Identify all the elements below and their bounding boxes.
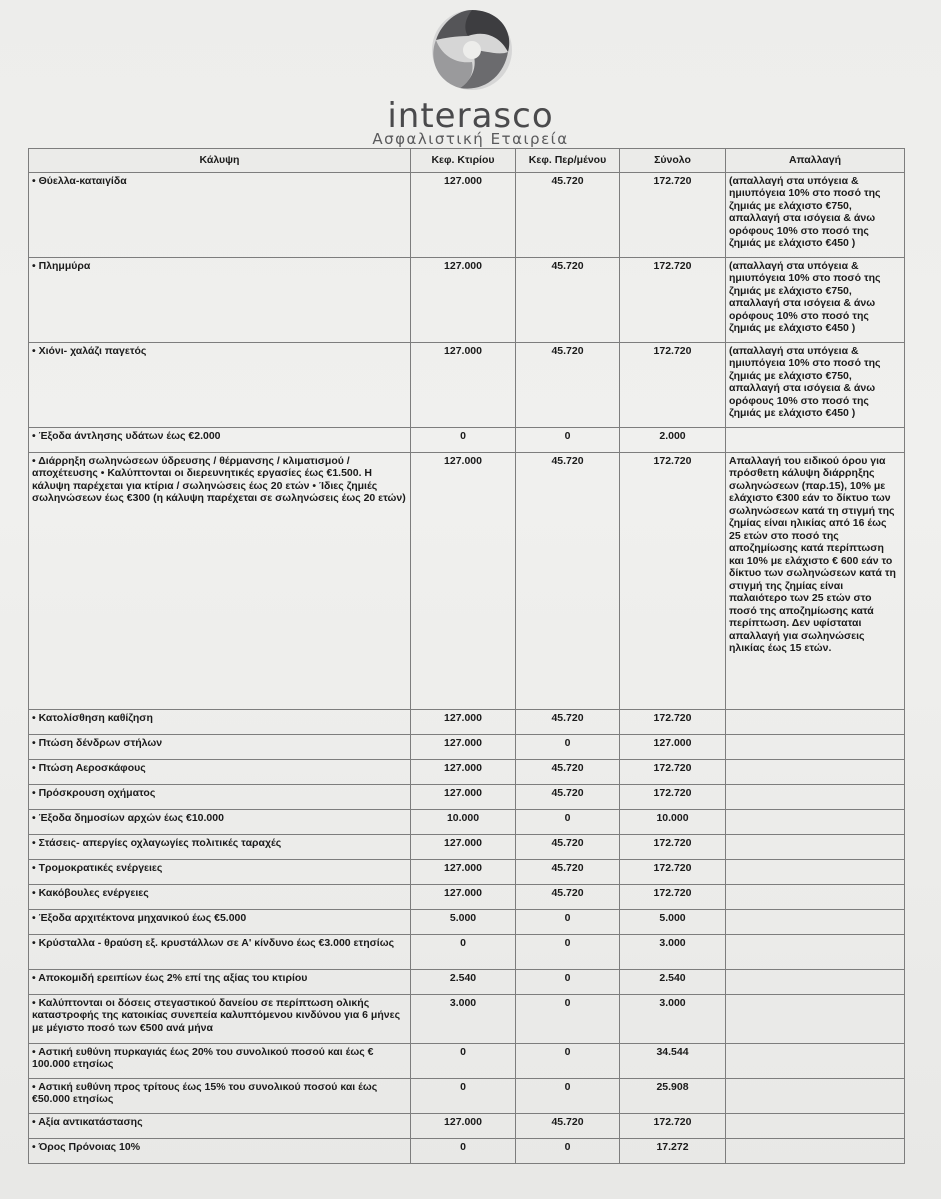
deductible-cell — [726, 709, 905, 734]
total-cell: 10.000 — [620, 809, 726, 834]
contents-cell: 0 — [516, 734, 620, 759]
total-cell: 2.540 — [620, 969, 726, 994]
contents-cell: 45.720 — [516, 759, 620, 784]
total-cell: 172.720 — [620, 257, 726, 342]
brand-name: interasco — [387, 96, 554, 136]
table-header-row — [29, 149, 905, 173]
deductible-cell — [726, 427, 905, 452]
building-cell: 127.000 — [411, 884, 516, 909]
building-cell: 0 — [411, 1043, 516, 1078]
coverage-table — [28, 148, 905, 1164]
cover-cell: • Αστική ευθύνη πυρκαγιάς έως 20% του συνολικού ποσού και έως € 100.000 ετησίως — [29, 1043, 411, 1078]
table-row — [29, 734, 905, 759]
deductible-cell — [726, 884, 905, 909]
table-row — [29, 934, 905, 969]
cover-cell: • Έξοδα δημοσίων αρχών έως €10.000 — [29, 809, 411, 834]
cover-cell: • Όρος Πρόνοιας 10% — [29, 1138, 411, 1163]
total-cell: 25.908 — [620, 1078, 726, 1113]
contents-cell: 45.720 — [516, 784, 620, 809]
contents-cell: 0 — [516, 809, 620, 834]
cover-cell: • Πλημμύρα — [29, 257, 411, 342]
contents-cell: 0 — [516, 1078, 620, 1113]
deductible-cell: (απαλλαγή στα υπόγεια & ημιυπόγεια 10% στο ποσό της ζημιάς με ελάχιστο €750, απαλλαγή στα ισόγεια & άνω ορόφους 10% στο ποσό της ζημιάς με ελάχιστο €450 ) — [726, 172, 905, 257]
table-row — [29, 784, 905, 809]
cover-cell: • Αξία αντικατάστασης — [29, 1113, 411, 1138]
contents-cell: 45.720 — [516, 257, 620, 342]
cover-cell: • Χιόνι- χαλάζι παγετός — [29, 342, 411, 427]
table-row — [29, 834, 905, 859]
deductible-cell — [726, 759, 905, 784]
cover-cell: • Διάρρηξη σωληνώσεων ύδρευσης / θέρμανσης / κλιματισμού / αποχέτευσης • Καλύπτονται οι διερευνητικές εργασίες έως €1.500. Η κάλυψη παρέχεται για κτίρια / σωληνώσεις έως 20 ετών • Ίδιες ζημιές σωληνώσεων έως €300 (η κάλυψη παρέχεται σε σωληνώσεις έως 20 ετών) — [29, 452, 411, 709]
table-row — [29, 1138, 905, 1163]
total-cell: 5.000 — [620, 909, 726, 934]
cover-cell: • Κακόβουλες ενέργειες — [29, 884, 411, 909]
contents-cell: 45.720 — [516, 709, 620, 734]
deductible-cell — [726, 859, 905, 884]
building-cell: 127.000 — [411, 734, 516, 759]
total-cell: 172.720 — [620, 859, 726, 884]
building-cell: 127.000 — [411, 172, 516, 257]
building-cell: 127.000 — [411, 342, 516, 427]
table-row — [29, 172, 905, 257]
total-cell: 3.000 — [620, 934, 726, 969]
contents-cell: 45.720 — [516, 859, 620, 884]
building-cell: 127.000 — [411, 257, 516, 342]
cover-cell: • Τρομοκρατικές ενέργειες — [29, 859, 411, 884]
total-cell: 172.720 — [620, 172, 726, 257]
header-contents: Κεφ. Περ/μένου — [516, 149, 620, 173]
brand-subtitle: Ασφαλιστική Εταιρεία — [372, 130, 569, 148]
building-cell: 2.540 — [411, 969, 516, 994]
total-cell: 2.000 — [620, 427, 726, 452]
total-cell: 172.720 — [620, 759, 726, 784]
building-cell: 127.000 — [411, 859, 516, 884]
contents-cell: 0 — [516, 1043, 620, 1078]
cover-cell: • Αποκομιδή ερειπίων έως 2% επί της αξίας του κτιρίου — [29, 969, 411, 994]
total-cell: 172.720 — [620, 452, 726, 709]
building-cell: 0 — [411, 1138, 516, 1163]
table-row — [29, 994, 905, 1043]
cover-cell: • Πτώση Αεροσκάφους — [29, 759, 411, 784]
deductible-cell — [726, 784, 905, 809]
building-cell: 127.000 — [411, 709, 516, 734]
cover-cell: • Έξοδα άντλησης υδάτων έως €2.000 — [29, 427, 411, 452]
table-row — [29, 809, 905, 834]
total-cell: 172.720 — [620, 884, 726, 909]
building-cell: 127.000 — [411, 1113, 516, 1138]
cover-cell: • Κρύσταλλα - θραύση εξ. κρυστάλλων σε Α' κίνδυνο έως €3.000 ετησίως — [29, 934, 411, 969]
contents-cell: 0 — [516, 934, 620, 969]
table-row — [29, 859, 905, 884]
contents-cell: 0 — [516, 1138, 620, 1163]
contents-cell: 45.720 — [516, 884, 620, 909]
total-cell: 3.000 — [620, 994, 726, 1043]
deductible-cell — [726, 734, 905, 759]
contents-cell: 45.720 — [516, 1113, 620, 1138]
cover-cell: • Πτώση δένδρων στήλων — [29, 734, 411, 759]
deductible-cell: (απαλλαγή στα υπόγεια & ημιυπόγεια 10% στο ποσό της ζημιάς με ελάχιστο €750, απαλλαγή στα ισόγεια & άνω ορόφους 10% στο ποσό της ζημιάς με ελάχιστο €450 ) — [726, 257, 905, 342]
table-row — [29, 257, 905, 342]
deductible-cell — [726, 1078, 905, 1113]
total-cell: 34.544 — [620, 1043, 726, 1078]
deductible-cell — [726, 969, 905, 994]
table-row — [29, 427, 905, 452]
contents-cell: 45.720 — [516, 342, 620, 427]
table-row — [29, 1113, 905, 1138]
cover-cell: • Θύελλα-καταιγίδα — [29, 172, 411, 257]
building-cell: 127.000 — [411, 784, 516, 809]
header-cover: Κάλυψη — [29, 149, 411, 173]
table-row — [29, 969, 905, 994]
contents-cell: 0 — [516, 909, 620, 934]
header-deductible: Απαλλαγή — [726, 149, 905, 173]
deductible-cell: Απαλλαγή του ειδικού όρου για πρόσθετη κάλυψη διάρρηξης σωληνώσεων (παρ.15), 10% με ελάχιστο €300 εάν το δίκτυο των σωληνώσεων κατά τη στιγμή της ζημίας είναι ηλικίας από 16 έως 25 ετών στο ποσό της αποζημίωσης κατά περίπτωση και 10% με ελάχιστο € 600 εάν το δίκτυο των σωληνώσεων κατά τη στιγμή της ζημίας είναι παλαιότερο των 25 ετών στο ποσό της αποζημίωσης κατά περίπτωση. Δεν υφίσταται απαλλαγή για σωληνώσεις ηλικίας έως 15 ετών. — [726, 452, 905, 709]
table-row — [29, 1078, 905, 1113]
deductible-cell: (απαλλαγή στα υπόγεια & ημιυπόγεια 10% στο ποσό της ζημιάς με ελάχιστο €750, απαλλαγή στα ισόγεια & άνω ορόφους 10% στο ποσό της ζημιάς με ελάχιστο €450 ) — [726, 342, 905, 427]
cover-cell: • Στάσεις- απεργίες οχλαγωγίες πολιτικές ταραχές — [29, 834, 411, 859]
table-row — [29, 759, 905, 784]
cover-cell: • Κατολίσθηση καθίζηση — [29, 709, 411, 734]
header-total: Σύνολο — [620, 149, 726, 173]
total-cell: 127.000 — [620, 734, 726, 759]
table-row — [29, 709, 905, 734]
building-cell: 5.000 — [411, 909, 516, 934]
total-cell: 172.720 — [620, 709, 726, 734]
building-cell: 127.000 — [411, 834, 516, 859]
building-cell: 3.000 — [411, 994, 516, 1043]
building-cell: 127.000 — [411, 452, 516, 709]
table-row — [29, 884, 905, 909]
contents-cell: 45.720 — [516, 834, 620, 859]
cover-cell: • Έξοδα αρχιτέκτονα μηχανικού έως €5.000 — [29, 909, 411, 934]
deductible-cell — [726, 834, 905, 859]
total-cell: 172.720 — [620, 784, 726, 809]
table-row — [29, 342, 905, 427]
total-cell: 17.272 — [620, 1138, 726, 1163]
deductible-cell — [726, 1113, 905, 1138]
building-cell: 127.000 — [411, 759, 516, 784]
header-building: Κεφ. Κτιρίου — [411, 149, 516, 173]
interasco-logo-icon — [428, 6, 516, 94]
cover-cell: • Αστική ευθύνη προς τρίτους έως 15% του συνολικού ποσού και έως €50.000 ετησίως — [29, 1078, 411, 1113]
building-cell: 10.000 — [411, 809, 516, 834]
contents-cell: 45.720 — [516, 172, 620, 257]
table-row — [29, 1043, 905, 1078]
deductible-cell — [726, 909, 905, 934]
contents-cell: 0 — [516, 427, 620, 452]
building-cell: 0 — [411, 934, 516, 969]
table-row — [29, 452, 905, 709]
cover-cell: • Καλύπτονται οι δόσεις στεγαστικού δανείου σε περίπτωση ολικής καταστροφής της κατοικίας συνεπεία καλυπτόμενου κινδύνου για 6 μήνες με μέγιστο ποσό των €500 ανά μήνα — [29, 994, 411, 1043]
deductible-cell — [726, 994, 905, 1043]
total-cell: 172.720 — [620, 342, 726, 427]
building-cell: 0 — [411, 1078, 516, 1113]
deductible-cell — [726, 809, 905, 834]
table-row — [29, 909, 905, 934]
deductible-cell — [726, 1138, 905, 1163]
deductible-cell — [726, 1043, 905, 1078]
total-cell: 172.720 — [620, 1113, 726, 1138]
contents-cell: 45.720 — [516, 452, 620, 709]
cover-cell: • Πρόσκρουση οχήματος — [29, 784, 411, 809]
deductible-cell — [726, 934, 905, 969]
contents-cell: 0 — [516, 969, 620, 994]
building-cell: 0 — [411, 427, 516, 452]
total-cell: 172.720 — [620, 834, 726, 859]
contents-cell: 0 — [516, 994, 620, 1043]
